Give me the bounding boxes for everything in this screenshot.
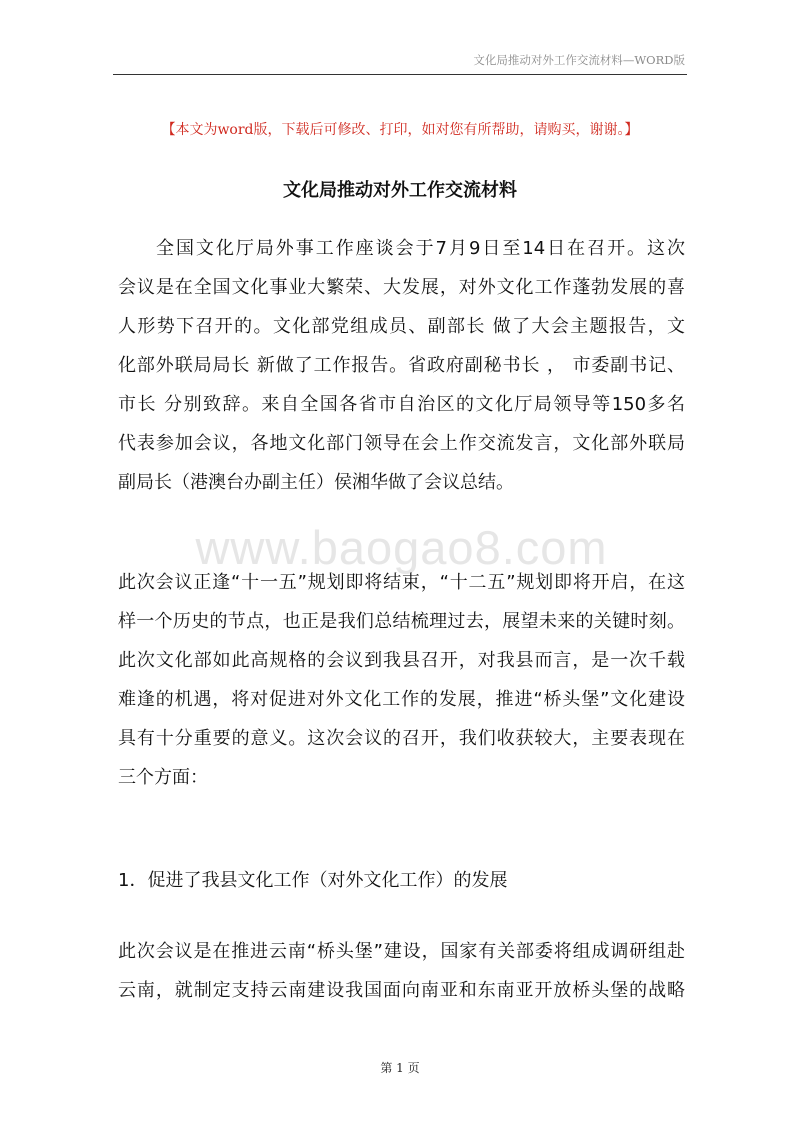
- document-title: 文化局推动对外工作交流材料: [283, 180, 517, 201]
- paragraph-line: 云南，就制定支持云南建设我国面向南亚和东南亚开放桥头堡的战略: [118, 980, 685, 1001]
- paragraph-2: [118, 563, 685, 797]
- paragraph-line: 此次文化部如此高规格的会议到我县召开，对我县而言，是一次千载: [118, 650, 685, 671]
- paragraph-3: [118, 932, 685, 1010]
- paragraph-line: 样一个历史的节点，也正是我们总结梳理过去，展望未来的关键时刻。: [118, 611, 685, 632]
- paragraph-line: 副局长（港澳台办副主任）侯湘华做了会议总结。: [118, 472, 514, 493]
- paragraph-line: 人形势下召开的。文化部党组成员、副部长 做了大会主题报告，文: [118, 316, 685, 337]
- section-heading: 1．促进了我县文化工作（对外文化工作）的发展: [118, 870, 508, 891]
- paragraph-line: 会议是在全国文化事业大繁荣、大发展，对外文化工作蓬勃发展的喜: [118, 277, 685, 298]
- purchase-notice: 【本文为word版，下载后可修改、打印，如对您有所帮助，请购买，谢谢。】: [161, 122, 639, 138]
- paragraph-line: 此次会议正逢“十一五”规划即将结束，“十二五”规划即将开启，在这: [118, 572, 685, 593]
- paragraph-1: [118, 229, 685, 502]
- paragraph-line: 代表参加会议，各地文化部门领导在会上作交流发言，文化部外联局: [118, 433, 685, 454]
- paragraph-line: 具有十分重要的意义。这次会议的召开，我们收获较大，主要表现在: [118, 728, 685, 749]
- paragraph-line: 难逢的机遇，将对促进对外文化工作的发展，推进“桥头堡”文化建设: [118, 689, 685, 710]
- page-number: 第 1 页: [380, 1061, 420, 1075]
- paragraph-line: 三个方面：: [118, 767, 208, 788]
- paragraph-line: 全国文化厅局外事工作座谈会于7月9日至14日在召开。这次: [156, 238, 685, 259]
- running-header: 文化局推动对外工作交流材料—WORD版: [473, 53, 685, 67]
- header-rule: [113, 74, 687, 75]
- paragraph-line: 市长 分别致辞。来自全国各省市自治区的文化厅局领导等150多名: [118, 394, 685, 415]
- paragraph-line: 此次会议是在推进云南“桥头堡”建设，国家有关部委将组成调研组赴: [118, 941, 685, 962]
- watermark: www.baogao8.com: [195, 521, 608, 574]
- paragraph-line: 化部外联局局长 新做了工作报告。省政府副秘书长 ， 市委副书记、: [118, 355, 685, 376]
